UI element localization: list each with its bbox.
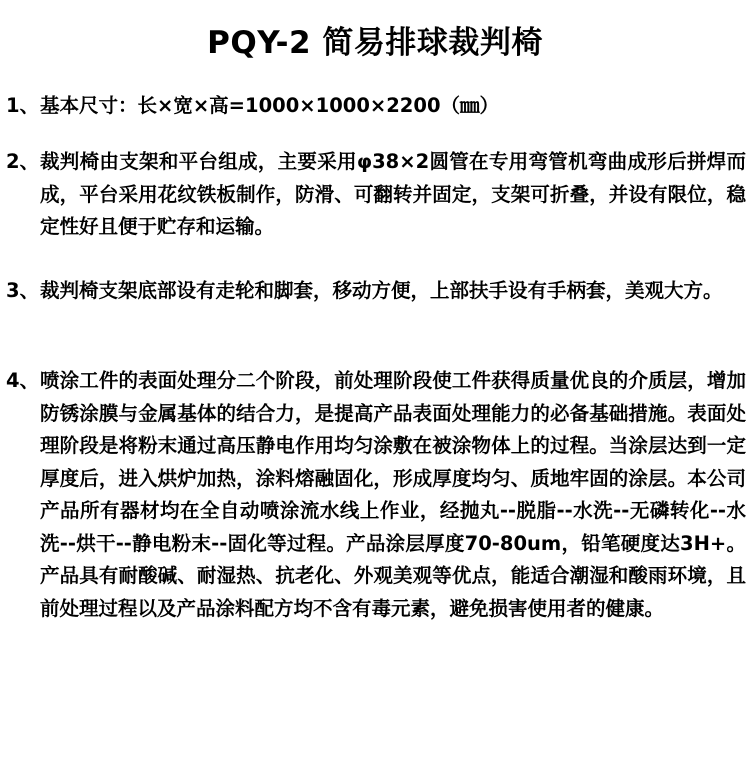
item-number: 4、 xyxy=(6,369,40,392)
spec-item-2 xyxy=(6,146,746,244)
document-title: PQY-2 简易排球裁判椅 xyxy=(207,25,543,61)
item-number: 2、 xyxy=(6,150,40,173)
spec-item-3 xyxy=(6,275,746,308)
item-text: 喷涂工件的表面处理分二个阶段，前处理阶段使工件获得质量优良的介质层，增加防锈涂膜与金属基体的结合力，是提高产品表面处理能力的必备基础措施。表面处理阶段是将粉末通过高压静电作用均匀涂敷在被涂物体上的过程。当涂层达到一定厚度后，进入烘炉加热，涂料熔融固化，形成厚度均匀、质地牢固的涂层。本公司产品所有器材均在全自动喷涂流水线上作业，经抛丸--脱脂--水洗--无磷转化--水洗--烘干--静电粉末--固化等过程。产品涂层厚度70-80um，铅笔硬度达3H+。产品具有耐酸碱、耐湿热、抗老化、外观美观等优点，能适合潮湿和酸雨环境，且前处理过程以及产品涂料配方均不含有毒元素，避免损害使用者的健康。 xyxy=(40,369,746,620)
item-text: 裁判椅由支架和平台组成，主要采用φ38×2圆管在专用弯管机弯曲成形后拼焊而成，平台采用花纹铁板制作，防滑、可翻转并固定，支架可折叠，并设有限位，稳定性好且便于贮存和运输。 xyxy=(40,150,746,238)
item-text: 基本尺寸：长×宽×高=1000×1000×2200（㎜） xyxy=(40,94,500,117)
item-text: 裁判椅支架底部设有走轮和脚套，移动方便，上部扶手设有手柄套，美观大方。 xyxy=(40,279,723,302)
item-number: 3、 xyxy=(6,279,40,302)
spec-item-1 xyxy=(6,90,746,123)
spec-item-4 xyxy=(6,365,746,625)
item-number: 1、 xyxy=(6,94,40,117)
